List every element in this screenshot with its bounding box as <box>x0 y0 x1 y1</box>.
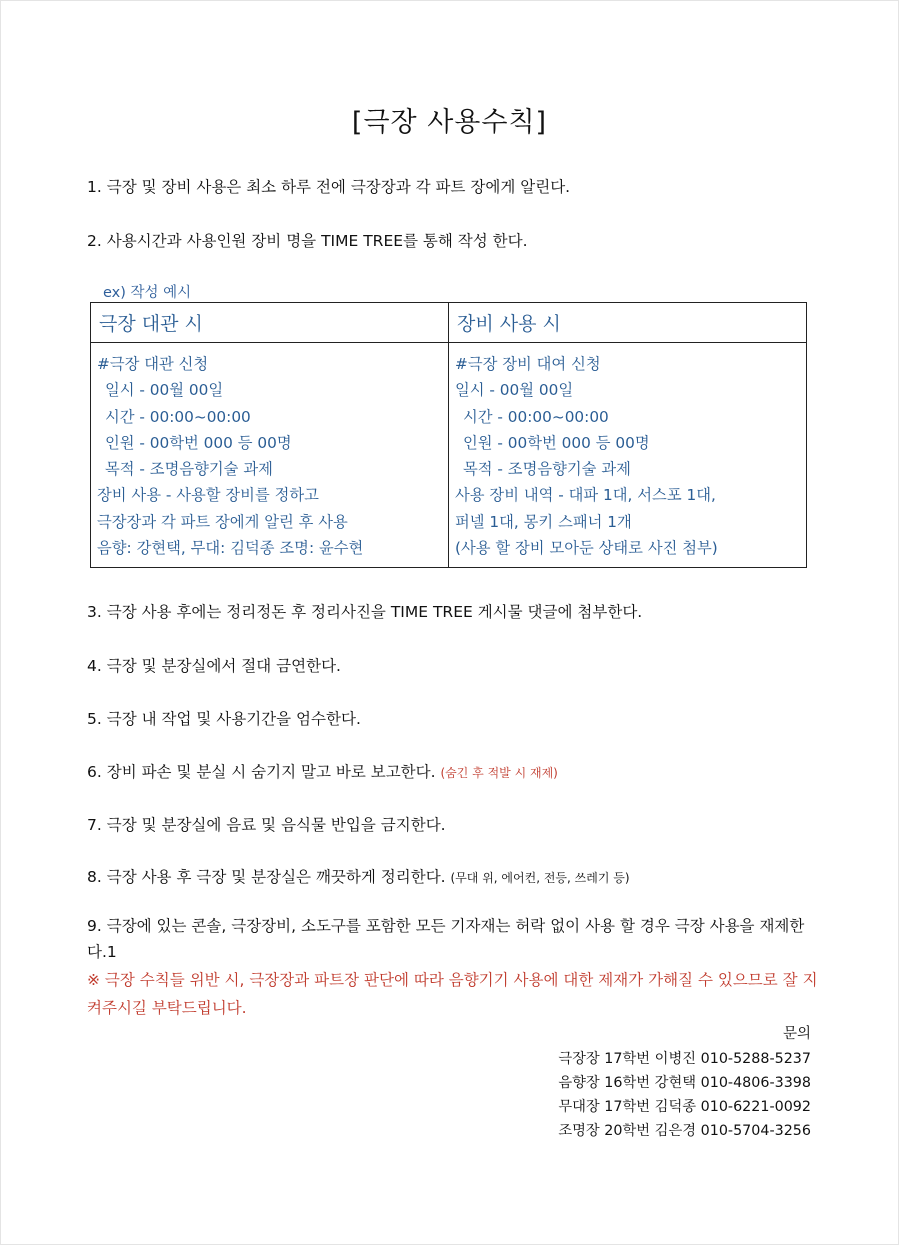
example-line: 사용 장비 내역 - 대파 1대, 서스포 1대, <box>455 486 716 505</box>
example-line: 극장장과 각 파트 장에게 알린 후 사용 <box>97 512 348 531</box>
rule-3: 3. 극장 사용 후에는 정리정돈 후 정리사진을 TIME TREE 게시물 댓글에 첨부한다. <box>87 603 643 621</box>
rule-4: 4. 극장 및 분장실에서 절대 금연한다. <box>87 657 341 675</box>
example-line: 퍼넬 1대, 몽키 스패너 1개 <box>455 512 632 531</box>
example-table <box>90 302 807 568</box>
rule-1: 1. 극장 및 장비 사용은 최소 하루 전에 극장장과 각 파트 장에게 알린다. <box>87 178 571 196</box>
example-left-cell <box>91 343 449 568</box>
example-right-header: 장비 사용 시 <box>449 303 807 343</box>
example-line: 시간 - 00:00~00:00 <box>463 407 609 426</box>
example-line: (사용 할 장비 모아둔 상태로 사진 첨부) <box>455 539 718 558</box>
example-label: ex) 작성 예시 <box>103 285 192 301</box>
contact-title: 문의 <box>782 1026 811 1042</box>
rule-9: 9. 극장에 있는 콘솔, 극장장비, 소도구를 포함한 모든 기자재는 허락 없이 사용 할 경우 극장 사용을 재제한다.1 <box>87 917 805 961</box>
example-line: #극장 대관 신청 <box>97 355 209 373</box>
page-title: [극장 사용수칙] <box>351 107 548 138</box>
example-line: 목적 - 조명음향기술 과제 <box>463 460 631 479</box>
contact-line: 조명장 20학번 김은경 010-5704-3256 <box>558 1123 811 1139</box>
rule-7: 7. 극장 및 분장실에 음료 및 음식물 반입을 금지한다. <box>87 816 446 834</box>
contact-line: 음향장 16학번 강현택 010-4806-3398 <box>558 1075 811 1091</box>
example-right-cell <box>449 343 807 568</box>
example-line: 장비 사용 - 사용할 장비를 정하고 <box>97 486 319 505</box>
rule-8-text: 8. 극장 사용 후 극장 및 분장실은 깨끗하게 정리한다. <box>87 868 446 886</box>
example-line: #극장 장비 대여 신청 <box>455 355 601 373</box>
example-line: 시간 - 00:00~00:00 <box>105 407 251 426</box>
warning-notice: ※ 극장 수칙들 위반 시, 극장장과 파트장 판단에 따라 음향기기 사용에 대한 제재가 가해질 수 있으므로 잘 지켜주시길 부탁드립니다. <box>87 971 818 1017</box>
rule-6-text: 6. 장비 파손 및 분실 시 숨기지 말고 바로 보고한다. <box>87 763 436 781</box>
example-line: 음향: 강현택, 무대: 김덕종 조명: 윤수현 <box>97 539 364 558</box>
example-line: 인원 - 00학번 000 등 00명 <box>105 433 292 452</box>
rule-8 <box>87 865 630 887</box>
rule-5: 5. 극장 내 작업 및 사용기간을 엄수한다. <box>87 710 361 728</box>
rule-2: 2. 사용시간과 사용인원 장비 명을 TIME TREE를 통해 작성 한다. <box>87 232 528 250</box>
rule-6 <box>87 760 558 782</box>
rule-8-note: (무대 위, 에어컨, 전등, 쓰레기 등) <box>450 871 630 885</box>
example-line: 일시 - 00월 00일 <box>105 381 224 400</box>
example-line: 목적 - 조명음향기술 과제 <box>105 460 273 479</box>
example-left-header: 극장 대관 시 <box>91 303 449 343</box>
contact-line: 무대장 17학번 김덕종 010-6221-0092 <box>558 1099 811 1115</box>
contact-line: 극장장 17학번 이병진 010-5288-5237 <box>558 1051 811 1067</box>
example-line: 일시 - 00월 00일 <box>455 381 574 400</box>
example-line: 인원 - 00학번 000 등 00명 <box>463 433 650 452</box>
rule-6-note: (숨긴 후 적발 시 재제) <box>440 766 558 780</box>
